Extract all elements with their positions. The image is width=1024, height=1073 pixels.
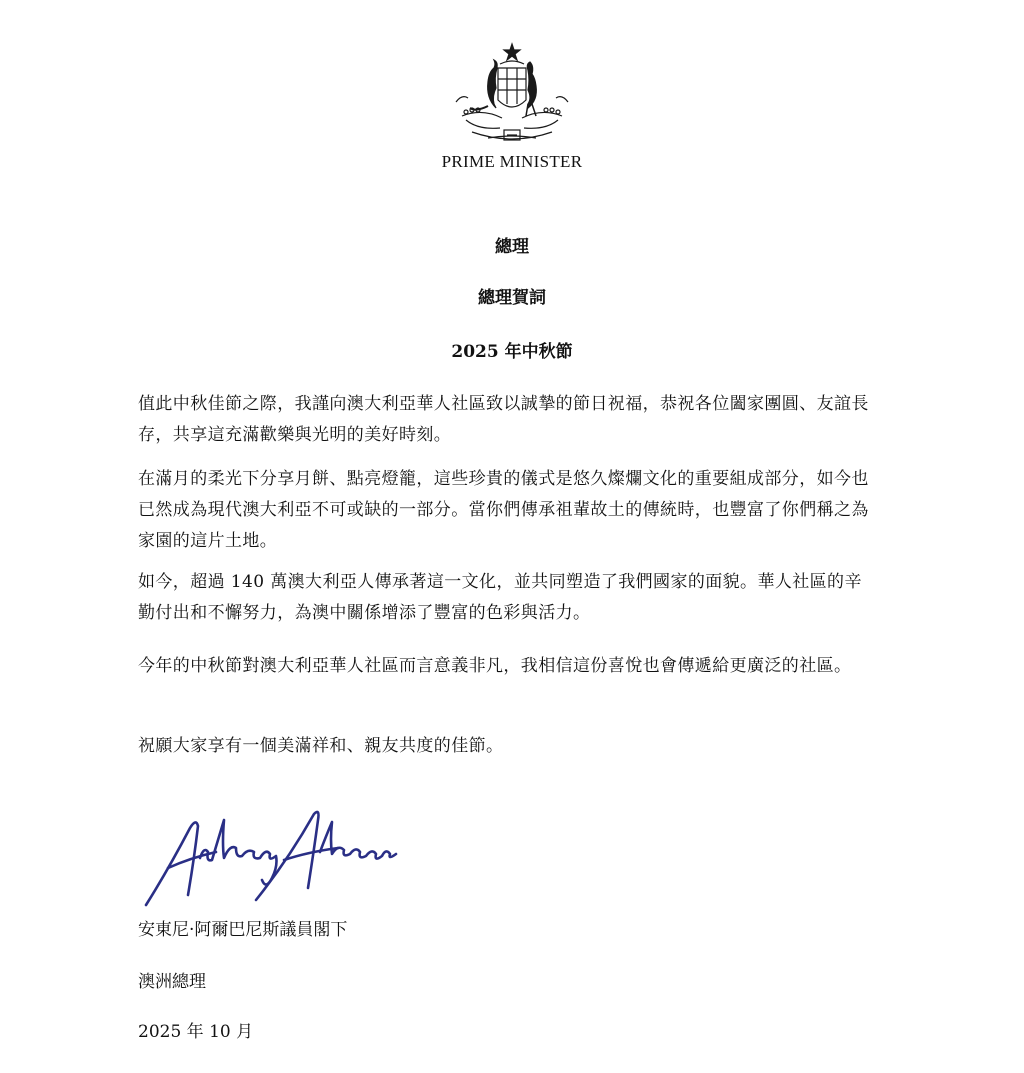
handwritten-signature — [138, 800, 408, 915]
occasion-heading: 2025 年中秋節 — [451, 342, 573, 362]
signatory-title: 澳洲總理 — [138, 972, 206, 992]
message-subtitle: 總理賀詞 — [478, 288, 546, 308]
paragraph-4: 今年的中秋節對澳大利亞華人社區而言意義非凡，我相信這份喜悅也會傳遞給更廣泛的社區。 — [138, 656, 852, 676]
letter-date: 2025 年 10 月 — [138, 1022, 254, 1042]
signatory-name: 安東尼·阿爾巴尼斯議員閣下 — [138, 920, 348, 940]
commonwealth-coat-of-arms-icon — [442, 38, 582, 148]
paragraph-3: 如今，超過 140 萬澳大利亞人傳承著這一文化，並共同塑造了我們國家的面貌。華人社區的辛勤付出和不懈努力，為澳中關係增添了豐富的色彩與活力。 — [138, 572, 862, 623]
page-title: 總理 — [495, 237, 529, 257]
paragraph-5: 祝願大家享有一個美滿祥和、親友共度的佳節。 — [138, 736, 504, 756]
letterhead-office-title: PRIME MINISTER — [441, 152, 583, 171]
paragraph-2: 在滿月的柔光下分享月餅、點亮燈籠，這些珍貴的儀式是悠久燦爛文化的重要組成部分，如今也已然成為現代澳大利亞不可或缺的一部分。當你們傳承祖輩故土的傳統時，也豐富了你們稱之為家園的這片土地。 — [138, 469, 869, 551]
paragraph-1: 值此中秋佳節之際，我謹向澳大利亞華人社區致以誠摯的節日祝福，恭祝各位闔家團圓、友誼長存，共享這充滿歡樂與光明的美好時刻。 — [138, 394, 869, 445]
